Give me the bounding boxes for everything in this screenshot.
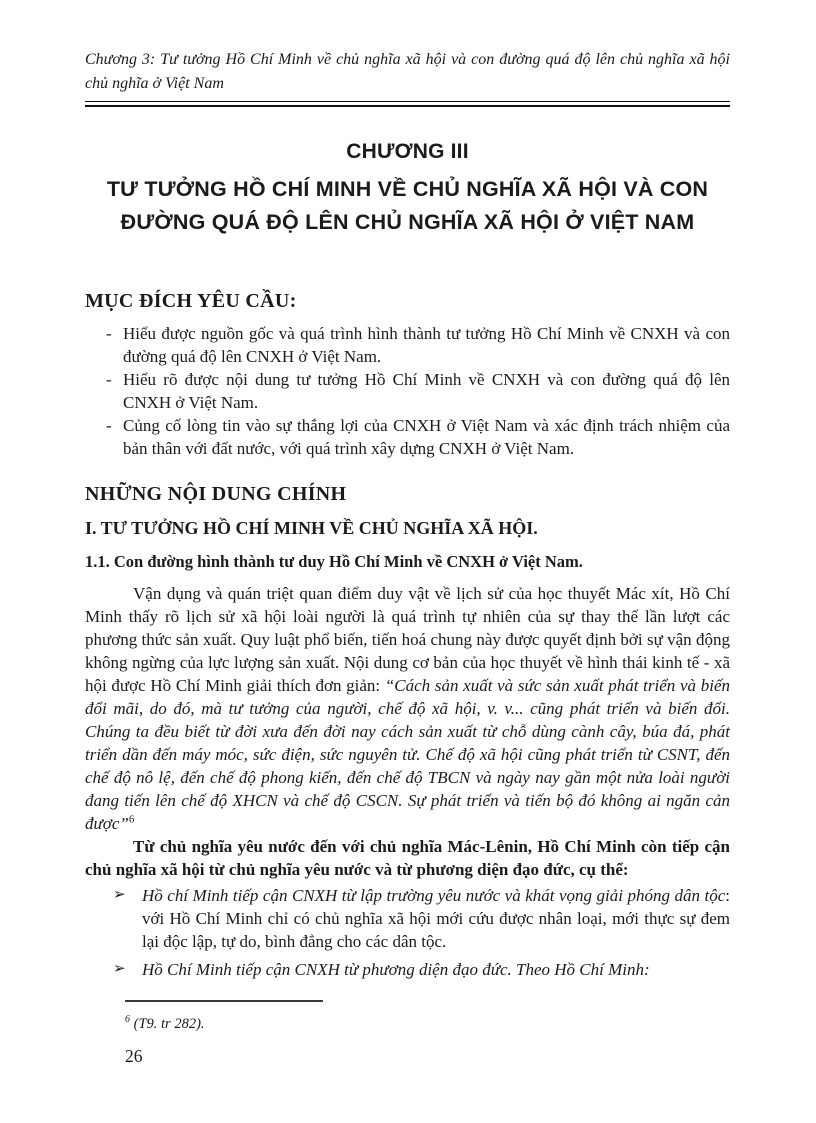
dash-bullet-icon: - <box>106 324 112 343</box>
paragraph-text: Vận dụng và quán triệt quan điểm duy vật về lịch sử của học thuyết Mác xít, Hồ Chí Minh thấy rõ lịch sử xã hội loài người là quá trình tự nhiên của sự thay thế lần lượt các phương thức sản xuất. Quy luật phổ biến, tiến hoá chung này được quyết định bởi sự vận động không ngừng của lực lượng sản xuất. Nội dung cơ bản của học thuyết về hình thái kinh tế - xã hội được Hồ Chí Minh giải thích đơn giản: <box>85 584 730 695</box>
footnote-area <box>125 1000 625 1067</box>
purpose-list <box>85 322 730 460</box>
dash-bullet-icon: - <box>106 416 112 435</box>
chapter-label: CHƯƠNG III <box>346 140 469 163</box>
chapter-title: TƯ TƯỞNG HỒ CHÍ MINH VỀ CHỦ NGHĨA XÃ HỘI VÀ CON ĐƯỜNG QUÁ ĐỘ LÊN CHỦ NGHĨA XÃ HỘI Ở VIỆT NAM <box>106 177 709 234</box>
section-heading: I. TƯ TƯỞNG HỒ CHÍ MINH VỀ CHỦ NGHĨA XÃ HỘI. <box>85 518 538 538</box>
arrow-bullet-icon: ➢ <box>113 887 126 903</box>
subsection-heading: 1.1. Con đường hình thành tư duy Hồ Chí Minh về CNXH ở Việt Nam. <box>85 552 583 571</box>
list-item-italic-text: Hồ chí Minh tiếp cận CNXH từ lập trường yêu nước và khát vọng giải phóng dân tộc <box>142 886 726 905</box>
arrow-list <box>85 884 730 981</box>
list-item <box>85 884 730 953</box>
list-item <box>85 368 730 414</box>
running-header: Chương 3: Tư tưởng Hồ Chí Minh về chủ nghĩa xã hội và con đường quá độ lên chủ nghĩa xã hội chủ nghĩa ở Việt Nam <box>85 51 730 92</box>
dash-bullet-icon: - <box>106 370 112 389</box>
list-item-text: Hiểu rõ được nội dung tư tưởng Hồ Chí Minh về CNXH và con đường quá độ lên CNXH ở Việt Nam. <box>123 370 730 412</box>
footnote-separator <box>125 1000 323 1002</box>
purpose-heading: MỤC ĐÍCH YÊU CẦU: <box>85 290 297 312</box>
list-item-italic-text: Hồ Chí Minh tiếp cận CNXH từ phương diện đạo đức. Theo Hồ Chí Minh: <box>142 960 650 979</box>
arrow-bullet-icon: ➢ <box>113 961 126 977</box>
body-paragraph <box>85 582 730 835</box>
list-item-text: Củng cố lòng tin vào sự thắng lợi của CNXH ở Việt Nam và xác định trách nhiệm của bản thân với đất nước, với quá trình xây dựng CNXH ở Việt Nam. <box>123 416 730 458</box>
footnote-text: (T9. tr 282). <box>130 1015 205 1032</box>
page-number: 26 <box>125 1045 143 1066</box>
footnote <box>125 1011 625 1033</box>
list-item-text: : với Hồ Chí Minh chỉ có chủ nghĩa xã hội mới cứu được nhân loại, mới thực sự đem lại độc lập, tự do, bình đẳng cho các dân tộc. <box>142 886 730 951</box>
list-item <box>85 322 730 368</box>
main-contents-heading: NHỮNG NỘI DUNG CHÍNH <box>85 483 347 505</box>
list-item <box>85 958 730 981</box>
header-rule <box>85 101 730 107</box>
quote-text: “Cách sản xuất và sức sản xuất phát triển và biến đổi mãi, do đó, mà tư tưởng của người, chế độ xã hội, v. v... cũng phát triển và biến đổi. Chúng ta đều biết từ đời xưa đến đời nay cách sản xuất từ chỗ dùng cành cây, búa đá, phát triển dần đến máy móc, sức điện, sức nguyên tử. Chế độ xã hội cũng phát triển từ CSNT, đến chế độ nô lệ, đến chế độ phong kiến, đến chế độ TBCN và ngày nay gần một nửa loài người đang tiến lên chế độ XHCN và chế độ CSCN. Sự phát triển và tiến bộ đó không ai ngăn cản được” <box>85 676 730 833</box>
list-item <box>85 414 730 460</box>
footnote-ref: 6 <box>128 813 135 826</box>
footnote-marker: 6 <box>125 1014 130 1025</box>
list-item-text: Hiểu được nguồn gốc và quá trình hình thành tư tưởng Hồ Chí Minh về CNXH và con đường quá độ lên CNXH ở Việt Nam. <box>123 324 730 366</box>
bold-paragraph: Từ chủ nghĩa yêu nước đến với chủ nghĩa Mác-Lênin, Hồ Chí Minh còn tiếp cận chủ nghĩa xã hội từ chủ nghĩa yêu nước và từ phương diện đạo đức, cụ thể: <box>85 837 730 879</box>
